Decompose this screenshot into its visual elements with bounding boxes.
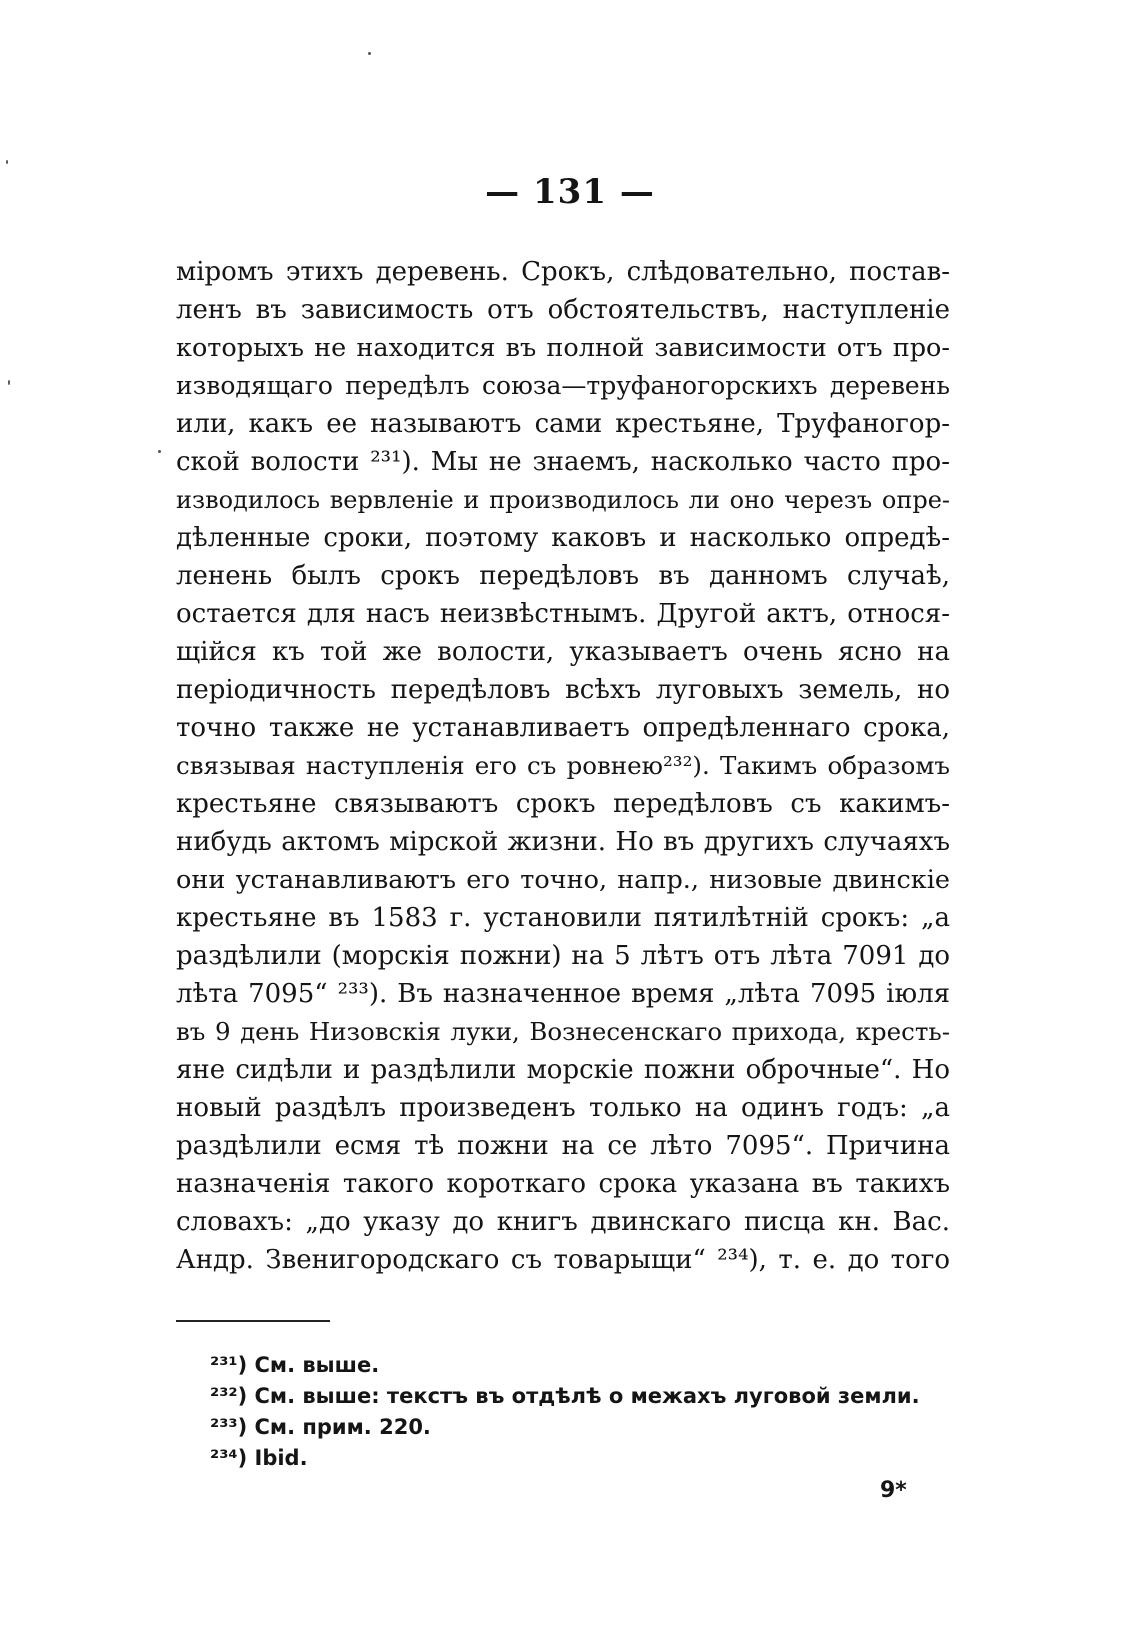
footnote-text: См. прим. 220. bbox=[254, 1415, 431, 1439]
scan-speck bbox=[368, 52, 371, 55]
text-line: связывая наступленія его съ ровнею²³²). Такимъ образомъ bbox=[176, 751, 950, 780]
text-line: которыхъ не находится въ полной зависимости отъ про- bbox=[176, 333, 950, 363]
footnote-text: Ibid. bbox=[254, 1446, 308, 1470]
text-line: или, какъ ее называютъ сами крестьяне, Труфаногор- bbox=[176, 409, 950, 439]
text-line: изводилось вервленіе и производилось ли оно черезъ опре- bbox=[176, 486, 950, 514]
text-line: назначенія такого короткаго срока указана въ такихъ bbox=[176, 1169, 950, 1199]
text-line: періодичность передѣловъ всѣхъ луговыхъ земель, но bbox=[176, 675, 950, 705]
signature-mark: 9* bbox=[880, 1478, 907, 1503]
footnote-231 bbox=[210, 1350, 920, 1381]
text-line: міромъ этихъ деревень. Срокъ, слѣдовательно, постав- bbox=[176, 257, 950, 287]
text-line: въ 9 день Низовскія луки, Вознесенскаго прихода, кресть- bbox=[176, 1017, 950, 1046]
scan-speck bbox=[8, 380, 10, 385]
footnote-marker: ²³²) bbox=[210, 1384, 248, 1408]
footnote-marker: ²³⁴) bbox=[210, 1446, 248, 1470]
footnote-233 bbox=[210, 1412, 920, 1443]
text-line: ской волости ²³¹). Мы не знаемъ, насколько часто про- bbox=[176, 447, 950, 477]
text-line: ленень былъ срокъ передѣловъ въ данномъ случаѣ, bbox=[176, 561, 950, 591]
text-line: крестьяне въ 1583 г. установили пятилѣтній срокъ: „а bbox=[176, 903, 950, 933]
text-line: остается для насъ неизвѣстнымъ. Другой актъ, относя- bbox=[176, 599, 950, 629]
scan-speck bbox=[6, 160, 8, 164]
text-line: лѣта 7095“ ²³³). Въ назначенное время „лѣта 7095 іюля bbox=[176, 979, 950, 1009]
text-line: словахъ: „до указу до книгъ двинскаго писца кн. Вас. bbox=[176, 1207, 950, 1237]
footnote-marker: ²³¹) bbox=[210, 1353, 248, 1377]
body-text bbox=[176, 253, 950, 1279]
footnotes bbox=[210, 1350, 920, 1474]
footnote-text: См. выше. bbox=[254, 1353, 380, 1377]
text-line: ленъ въ зависимость отъ обстоятельствъ, наступленіе bbox=[176, 295, 950, 325]
text-line: изводящаго передѣлъ союза—труфаногорскихъ деревень bbox=[176, 371, 950, 400]
footnote-text: См. выше: текстъ въ отдѣлѣ о межахъ луговой земли. bbox=[254, 1384, 920, 1408]
footnote-234 bbox=[210, 1443, 920, 1474]
text-line: точно также не устанавливаетъ опредѣленнаго срока, bbox=[176, 713, 950, 743]
text-line: яне сидѣли и раздѣлили морскіе пожни оброчные“. Но bbox=[176, 1055, 950, 1085]
footnote-divider bbox=[176, 1320, 330, 1322]
text-line: Андр. Звенигородскаго съ товарыщи“ ²³⁴), т. е. до того bbox=[176, 1245, 950, 1275]
text-line: новый раздѣлъ произведенъ только на одинъ годъ: „а bbox=[176, 1093, 950, 1123]
text-line: раздѣлили есмя тѣ пожни на се лѣто 7095“. Причина bbox=[176, 1131, 950, 1161]
text-line: дѣленные сроки, поэтому каковъ и насколько опредѣ- bbox=[176, 523, 950, 553]
scan-speck bbox=[158, 450, 161, 453]
footnote-232 bbox=[210, 1381, 920, 1412]
footnote-marker: ²³³) bbox=[210, 1415, 248, 1439]
text-line: крестьяне связываютъ срокъ передѣловъ съ какимъ- bbox=[176, 789, 950, 819]
text-line: нибудь актомъ мірской жизни. Но въ другихъ случаяхъ bbox=[176, 827, 950, 857]
page-number: — 131 — bbox=[485, 172, 655, 212]
text-line: щійся къ той же волости, указываетъ очень ясно на bbox=[176, 637, 950, 667]
text-line: раздѣлили (морскія пожни) на 5 лѣтъ отъ лѣта 7091 до bbox=[176, 941, 950, 971]
text-line: они устанавливаютъ его точно, напр., низовые двинскіе bbox=[176, 865, 950, 895]
